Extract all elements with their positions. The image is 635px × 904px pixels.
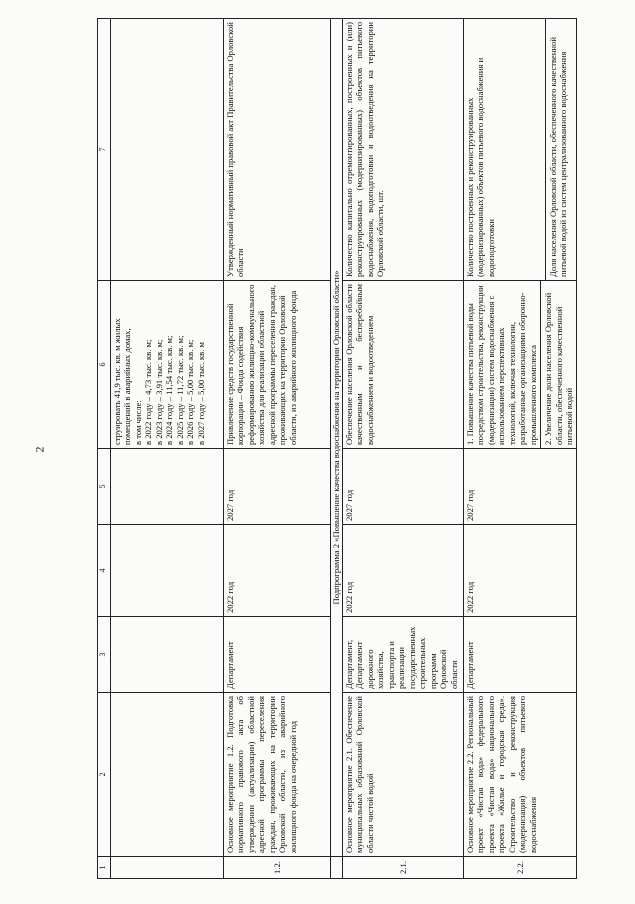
row-number: 1.2. — [224, 857, 331, 879]
header-col-5: 5 — [98, 449, 111, 525]
header-col-3: 3 — [98, 617, 111, 693]
header-col-6: 6 — [98, 281, 111, 449]
header-col-1: 1 — [98, 857, 111, 879]
header-col-7: 7 — [98, 19, 111, 281]
start-year: 2022 год — [464, 525, 577, 617]
continued-result-cell: струировать 41,9 тыс. кв. м жилых помещений в аварийных домах, в том числе: в 2022 году – 4,73 тыс. кв. м; в 2023 году – 3,91 тыс. кв. м; в 2024 году – 11,54 тыс. кв. м; в 2025 году – 11,72 тыс. кв. м; в 2026 году – 5,00 тыс. кв. м; в 2027 году – 5,00 тыс. кв. м — [111, 281, 224, 449]
subprogram-row — [331, 19, 343, 879]
expected-result: Привлечение средств государственной корпорации – Фонда содействия реформированию жилищно-коммунального хозяйства для реализации областной адресной программы переселения граждан, проживающих на территории Орловской области, из аварийного жилищного фонда — [224, 281, 331, 449]
expected-result: Обеспечение населения Орловской области качественным и бесперебойным водоснабжением и водоотведением — [343, 281, 464, 449]
end-year: 2027 год — [343, 449, 464, 525]
row-number: 2.1. — [343, 857, 464, 879]
start-year: 2022 год — [224, 525, 331, 617]
indicator-split — [464, 19, 577, 281]
end-year: 2027 год — [464, 449, 577, 525]
table-row — [224, 19, 331, 879]
executor: Департамент, Департамент дорожного хозяйства, транспорта и реализации государственных строительных программ Орловской области — [343, 617, 464, 693]
rotated-table-container — [97, 19, 587, 879]
row-number: 2.2. — [464, 857, 577, 879]
end-year: 2027 год — [224, 449, 331, 525]
measure-title: Основное мероприятие 2.2. Региональный проект «Чистая вода» федерального проекта «Чистая вода» национального проекта «Жилье и городская среда». Строительство и реконструкция (модернизация) объектов питьевого водоснабжения — [464, 693, 577, 857]
subprogram-title: Подпрограмма 2 «Повышение качества водоснабжения на территории Орловской области» — [331, 19, 343, 857]
expected-result-1: 1. Повышение качества питьевой воды посредством строительства, реконструкции (модернизации) систем водоснабжения с использованием перспективных технологий, включая технологии, разработанные организациями оборонно-промышленного комплекса — [465, 281, 541, 448]
indicator: Количество капитально отремонтированных, построенных и (или) реконструированных (модернизированных) объектов питьевого водоснабжения, водоподготовки и водоотведения на территории Орловской области, шт. — [343, 19, 464, 281]
expected-result-2: 2. Увеличение доли населения Орловской области, обеспеченного качественной питьевой водой — [543, 292, 575, 445]
indicator: Утвержденный нормативный правовой акт Правительства Орловской области — [224, 19, 331, 281]
executor: Департамент — [464, 617, 577, 693]
program-measures-table — [97, 18, 577, 879]
table-row — [464, 19, 577, 879]
table-row — [343, 19, 464, 879]
table-header-row — [98, 19, 111, 879]
page-number: 2 — [32, 446, 47, 453]
expected-result-split — [464, 281, 577, 449]
table-row-continued — [111, 19, 224, 879]
indicator-2: Доля населения Орловской области, обеспеченного качественной питьевой водой из систем централизованного водоснабжения — [548, 37, 569, 277]
indicator-1: Количество построенных и реконструированных (модернизированных) объектов питьевого водоснабжения и водоподготовки — [465, 19, 546, 280]
measure-title: Основное мероприятие 1.2. Подготовка нормативного правового акта об утверждении (актуализации) областной адресной программы переселения граждан, проживающих на территории Орловской области, из аварийного жилищного фонда на очередной год — [224, 693, 331, 857]
measure-title: Основное мероприятие 2.1. Обеспечение муниципальных образований Орловской области чистой водой — [343, 693, 464, 857]
start-year: 2022 год — [343, 525, 464, 617]
header-col-4: 4 — [98, 525, 111, 617]
executor: Департамент — [224, 617, 331, 693]
header-col-2: 2 — [98, 693, 111, 857]
